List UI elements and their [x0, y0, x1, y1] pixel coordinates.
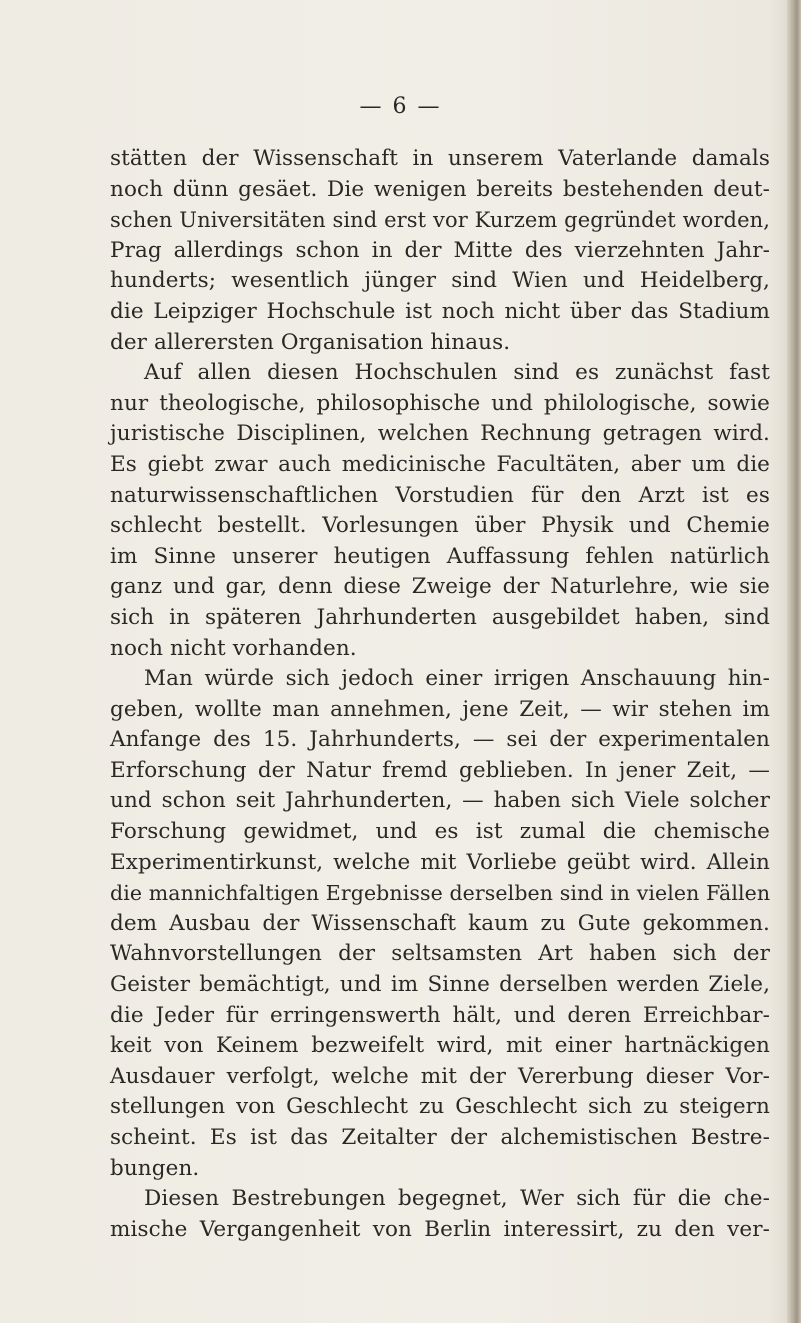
text-line: die mannichfaltigen Ergebnisse derselben sind in vielen Fällen — [110, 881, 771, 906]
text-line: die Jeder für erringenswerth hält, und deren Erreichbar- — [110, 1002, 770, 1028]
text-line: Wahnvorstellungen der seltsamsten Art haben sich der — [110, 941, 770, 967]
text-line: geben, wollte man annehmen, jene Zeit, — wir stehen im — [110, 696, 770, 722]
text-line: Forschung gewidmet, und es ist zumal die chemische — [110, 819, 770, 845]
body-text — [110, 144, 770, 1245]
text-line: Man würde sich jedoch einer irrigen Anschauung hin- — [144, 666, 770, 692]
text-line: Diesen Bestrebungen begegnet, Wer sich für die che- — [144, 1186, 770, 1212]
text-line: mische Vergangenheit von Berlin interessirt, zu den ver- — [110, 1216, 770, 1242]
text-line: juristische Disciplinen, welchen Rechnung getragen wird. — [110, 421, 770, 447]
text-line: Es giebt zwar auch medicinische Facultäten, aber um die — [110, 451, 770, 477]
text-line: keit von Keinem bezweifelt wird, mit einer hartnäckigen — [110, 1033, 770, 1059]
text-line: Prag allerdings schon in der Mitte des vierzehnten Jahr- — [110, 237, 770, 263]
text-line: stätten der Wissenschaft in unserem Vaterlande damals — [110, 146, 770, 171]
text-line: noch dünn gesäet. Die wenigen bereits bestehenden deut- — [110, 176, 770, 202]
text-line: und schon seit Jahrhunderten, — haben sich Viele solcher — [110, 788, 770, 814]
text-line: Ausdauer verfolgt, welche mit der Vererbung dieser Vor- — [110, 1063, 770, 1089]
text-line: dem Ausbau der Wissenschaft kaum zu Gute gekommen. — [110, 910, 770, 936]
text-line: hunderts; wesentlich jünger sind Wien und Heidelberg, — [110, 268, 770, 294]
text-line: im Sinne unserer heutigen Auffassung fehlen natürlich — [110, 543, 770, 569]
page-number: — 6 — — [359, 94, 442, 119]
text-line: Anfange des 15. Jahrhunderts, — sei der experimentalen — [110, 727, 770, 753]
text-line: schlecht bestellt. Vorlesungen über Physik und Chemie — [110, 513, 770, 539]
text-line: noch nicht vorhanden. — [110, 635, 357, 661]
text-line: ganz und gar, denn diese Zweige der Naturlehre, wie sie — [110, 574, 770, 600]
text-line: nur theologische, philosophische und philologische, sowie — [110, 390, 770, 416]
text-line: Auf allen diesen Hochschulen sind es zunächst fast — [144, 360, 770, 386]
text-line: der allerersten Organisation hinaus. — [110, 329, 511, 355]
page-edge — [787, 0, 801, 1323]
text-line: die Leipziger Hochschule ist noch nicht über das Stadium — [110, 298, 770, 324]
text-line: schen Universitäten sind erst vor Kurzem gegründet worden, — [110, 208, 770, 233]
text-line: scheint. Es ist das Zeitalter der alchemistischen Bestre- — [110, 1125, 770, 1150]
text-line: stellungen von Geschlecht zu Geschlecht sich zu steigern — [110, 1094, 770, 1120]
text-line: Experimentirkunst, welche mit Vorliebe geübt wird. Allein — [110, 849, 770, 875]
text-line: naturwissenschaftlichen Vorstudien für den Arzt ist es — [110, 482, 770, 508]
text-line: Erforschung der Natur fremd geblieben. In jener Zeit, — — [110, 757, 770, 783]
text-line: Geister bemächtigt, und im Sinne derselben werden Ziele, — [110, 972, 770, 998]
text-line: sich in späteren Jahrhunderten ausgebildet haben, sind — [110, 604, 770, 630]
text-line: bungen. — [110, 1155, 200, 1181]
